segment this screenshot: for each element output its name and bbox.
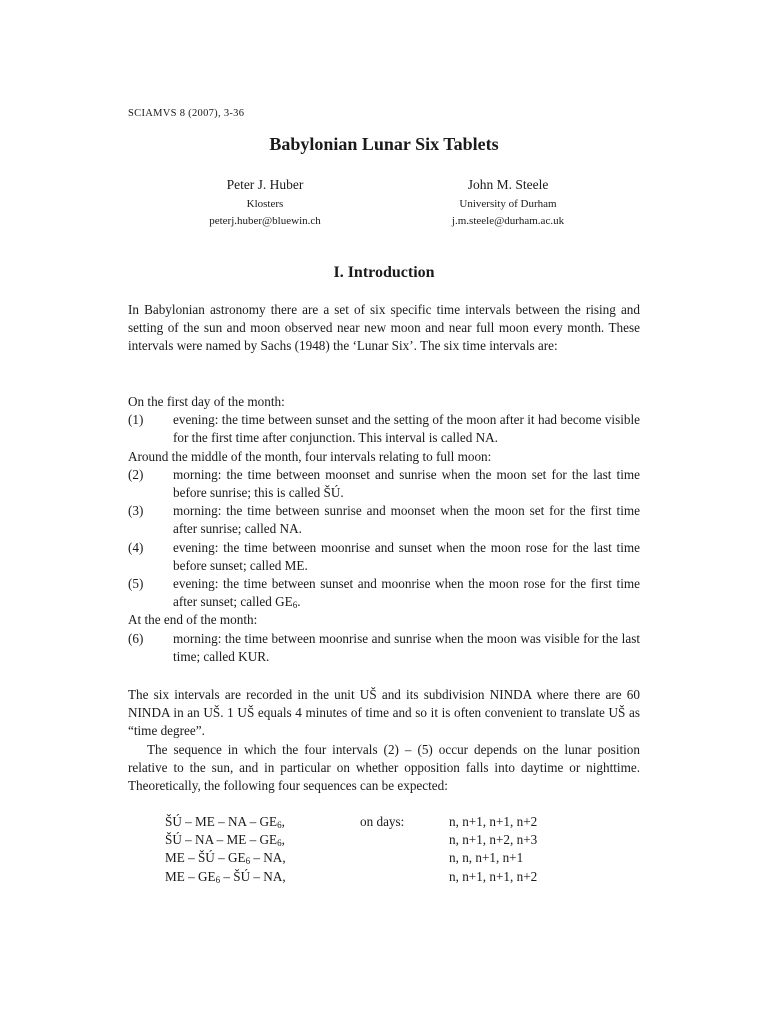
sequence-order xyxy=(165,813,360,831)
sequence-part: , xyxy=(281,814,285,829)
units-section xyxy=(128,686,640,795)
paper-title: Babylonian Lunar Six Tablets xyxy=(269,134,499,154)
author-email: peterj.huber@bluewin.ch xyxy=(209,215,321,227)
list-item xyxy=(128,466,640,502)
lunar-six-list xyxy=(128,393,640,666)
list-item xyxy=(128,539,640,575)
sequence-paragraph: The sequence in which the four intervals (2) – (5) occur depends on the lunar position relative to the sun, and in particular on whether opposition falls into daytime or nighttime. Theoretically, the following four sequences can be expected: xyxy=(128,741,640,794)
item-number: (4) xyxy=(128,539,144,555)
sequence-days: n, n+1, n+1, n+2 xyxy=(449,814,538,829)
sequence-row xyxy=(165,849,599,867)
sequence-days: n, n, n+1, n+1 xyxy=(449,850,524,866)
on-days-spacer xyxy=(360,849,449,867)
item-text: evening: the time between sunset and the setting of the moon after it had become visible for the first time after conjunction. This interval is called NA. xyxy=(173,412,640,446)
sequence-order xyxy=(165,868,360,886)
on-days-label: on days: xyxy=(360,814,405,829)
on-days-spacer xyxy=(360,831,449,849)
list-group-label: On the first day of the month: xyxy=(128,394,285,409)
sequence-part: ME – ŠÚ – GE xyxy=(165,850,246,866)
item-text: evening: the time between moonrise and sunset when the moon rose for the last time before sunset; called ME. xyxy=(173,539,640,573)
subscript: 6 xyxy=(215,874,221,885)
item-text: morning: the time between sunrise and moonset when the moon set for the first time after sunrise; called NA. xyxy=(173,503,640,537)
list-item xyxy=(128,502,640,538)
sequence-part: ME – GE xyxy=(165,868,216,884)
sequence-order xyxy=(165,831,360,849)
item-text-main: evening: the time between sunset and moonrise when the moon rose for the first time after sunset; called GE xyxy=(173,576,640,610)
list-item xyxy=(128,575,640,611)
item-text: morning: the time between moonrise and sunrise when the moon was visible for the last time; called KUR. xyxy=(173,630,640,664)
item-number: (2) xyxy=(128,466,144,482)
journal-citation: SCIAMVS 8 (2007), 3-36 xyxy=(128,108,245,119)
sequence-part: – NA, xyxy=(250,850,286,866)
sequence-row xyxy=(165,868,599,886)
sequence-table xyxy=(165,813,599,886)
subscript: 6 xyxy=(245,856,251,867)
subscript: 6 xyxy=(292,600,298,611)
sequence-row xyxy=(165,813,599,831)
author-name: John M. Steele xyxy=(467,177,549,192)
item-number: (1) xyxy=(128,412,144,428)
author-email: j.m.steele@durham.ac.uk xyxy=(451,215,565,227)
sequence-days: n, n+1, n+2, n+3 xyxy=(449,832,538,848)
list-group-label: At the end of the month: xyxy=(128,612,258,628)
item-number: (5) xyxy=(128,576,144,592)
item-text: morning: the time between moonset and sunrise when the moon set for the last time before sunrise; this is called ŠÚ. xyxy=(173,466,640,501)
section-heading: I. Introduction xyxy=(333,264,435,281)
list-item xyxy=(128,630,640,666)
sequence-part: – ŠÚ – NA, xyxy=(220,868,286,884)
item-text-end: . xyxy=(297,594,301,610)
intro-paragraph: In Babylonian astronomy there are a set of six specific time intervals between the rising and setting of the sun and moon observed near new moon and near full moon every month. These intervals were named by Sachs (1948) the ‘Lunar Six’. The six time intervals are: xyxy=(128,302,640,354)
author-block xyxy=(398,177,618,227)
list-item xyxy=(128,411,640,447)
on-days-spacer xyxy=(360,868,449,886)
item-number: (3) xyxy=(128,503,144,519)
sequence-days: n, n+1, n+1, n+2 xyxy=(449,868,538,884)
subscript: 6 xyxy=(277,838,282,849)
subscript: 6 xyxy=(277,820,282,830)
sequence-order xyxy=(165,849,360,867)
sequence-part: ŠÚ – NA – ME – GE xyxy=(165,832,278,848)
author-affiliation: Klosters xyxy=(246,198,284,210)
sequence-row xyxy=(165,831,599,849)
sequence-part: ŠÚ – ME – NA – GE xyxy=(165,814,278,829)
item-number: (6) xyxy=(128,630,144,646)
units-paragraph: The six intervals are recorded in the unit UŠ and its subdivision NINDA where there are 60 NINDA in an UŠ. 1 UŠ equals 4 minutes of time and so it is often convenient to translate UŠ as “time degree”. xyxy=(128,687,640,739)
author-affiliation: University of Durham xyxy=(459,198,557,210)
author-block xyxy=(155,177,375,227)
item-text xyxy=(173,575,640,611)
list-group-label: Around the middle of the month, four intervals relating to full moon: xyxy=(128,448,492,464)
author-name: Peter J. Huber xyxy=(226,177,304,192)
sequence-part: , xyxy=(281,832,285,848)
